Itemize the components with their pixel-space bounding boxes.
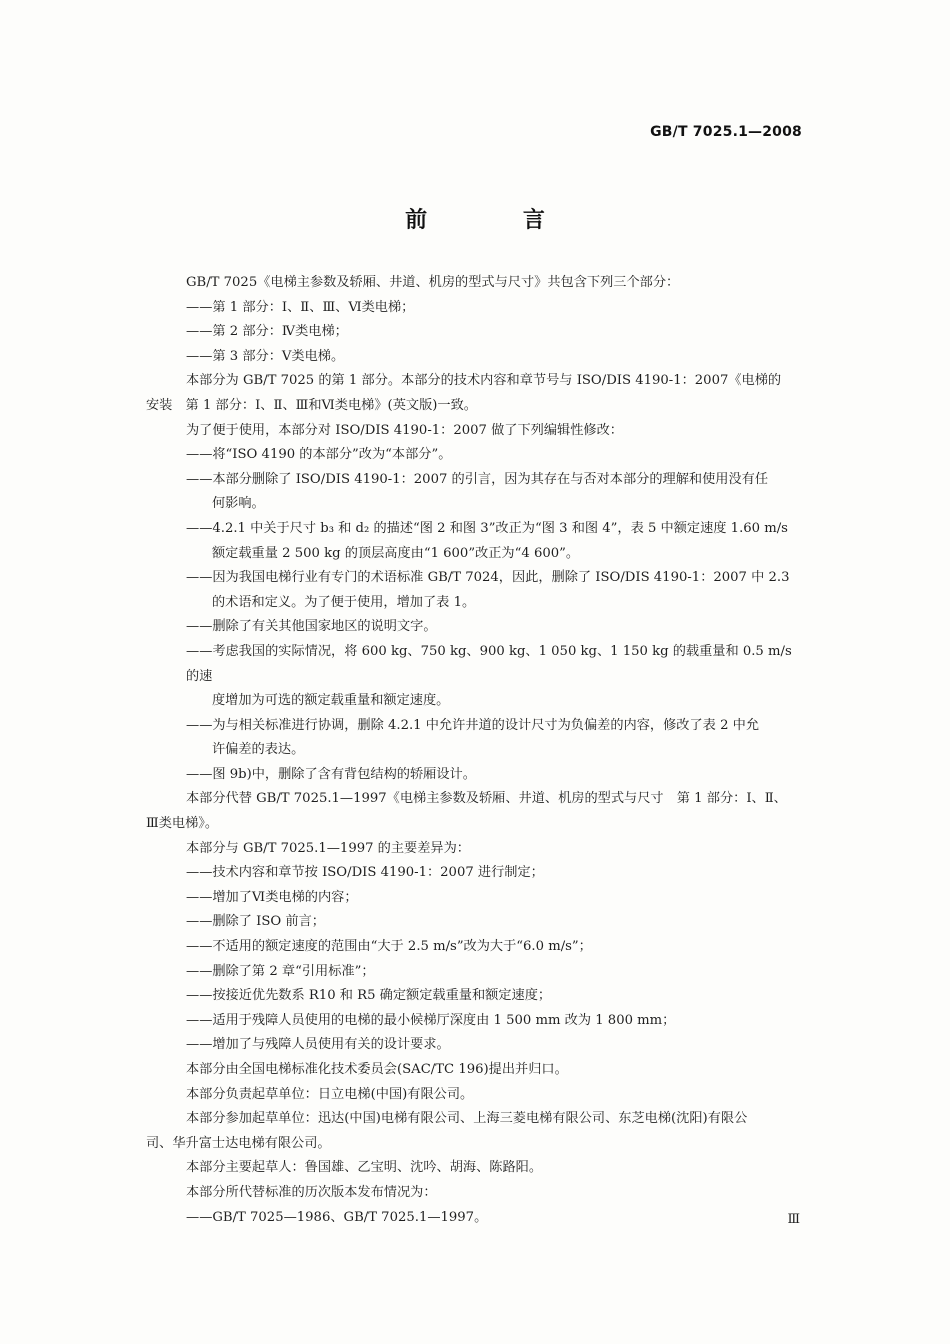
list-item-edit4-line2: 的术语和定义。为了便于使用，增加了表 1。	[212, 594, 476, 610]
list-item-diff6: ——按接近优先数系 R10 和 R5 确定额定载重量和额定速度；	[186, 988, 552, 1004]
list-item-diff8: ——增加了与残障人员使用有关的设计要求。	[186, 1037, 450, 1053]
page-title: 前 言	[405, 208, 589, 233]
drafter-participants-line2: 司、华升富士达电梯有限公司。	[146, 1135, 331, 1151]
diff-intro-paragraph: 本部分与 GB/T 7025.1—1997 的主要差异为：	[186, 840, 470, 856]
list-item-edit2-line2: 何影响。	[212, 496, 265, 512]
list-item-part2: ——第 2 部分：Ⅳ类电梯；	[186, 324, 348, 340]
list-item-diff5: ——删除了第 2 章“引用标准”；	[186, 963, 375, 979]
list-item-diff2: ——增加了Ⅵ类电梯的内容；	[186, 889, 358, 905]
list-item-history1: ——GB/T 7025—1986、GB/T 7025.1—1997。	[186, 1209, 488, 1225]
list-item-edit2-line1: ——本部分删除了 ISO/DIS 4190-1：2007 的引言，因为其存在与否对本部分的理解和使用没有任	[186, 471, 769, 487]
replace-paragraph-line2: Ⅲ类电梯》。	[146, 816, 219, 832]
history-intro-paragraph: 本部分所代替标准的历次版本发布情况为：	[186, 1184, 437, 1200]
list-item-edit6-line2: 度增加为可选的额定载重量和额定速度。	[212, 693, 450, 709]
standard-number: GB/T 7025.1—2008	[650, 124, 802, 140]
list-item-edit4-line1: ——因为我国电梯行业有专门的术语标准 GB/T 7024，因此，删除了 ISO/DIS 4190-1：2007 中 2.3	[186, 570, 790, 586]
list-item-edit1: ——将“ISO 4190 的本部分”改为“本部分”。	[186, 447, 452, 463]
list-item-edit7-line2: 许偏差的表达。	[212, 742, 305, 758]
proposer-paragraph: 本部分由全国电梯标准化技术委员会(SAC/TC 196)提出并归口。	[186, 1062, 568, 1077]
list-item-diff3: ——删除了 ISO 前言；	[186, 914, 325, 930]
list-item-edit5: ——删除了有关其他国家地区的说明文字。	[186, 619, 437, 635]
page-number: Ⅲ	[787, 1212, 800, 1227]
list-item-edit3-line1: ——4.2.1 中关于尺寸 b₃ 和 d₂ 的描述“图 2 和图 3”改正为“图 3 和图 4”，表 5 中额定速度 1.60 m/s	[186, 520, 788, 536]
relation-paragraph-line1: 本部分为 GB/T 7025 的第 1 部分。本部分的技术内容和章节号与 ISO/DIS 4190-1：2007《电梯的	[186, 373, 782, 389]
list-item-edit3-line2: 额定载重量 2 500 kg 的顶层高度由“1 600”改正为“4 600”。	[212, 545, 580, 561]
list-item-diff7: ——适用于残障人员使用的电梯的最小候梯厅深度由 1 500 mm 改为 1 800 mm；	[186, 1012, 676, 1028]
intro-paragraph: GB/T 7025《电梯主参数及轿厢、井道、机房的型式与尺寸》共包含下列三个部分：	[186, 275, 680, 290]
list-item-edit8: ——图 9b)中，删除了含有背包结构的轿厢设计。	[186, 766, 476, 782]
list-item-edit6-line1: ——考虑我国的实际情况，将 600 kg、750 kg、900 kg、1 050 kg、1 150 kg 的载重量和 0.5 m/s 的速	[186, 643, 792, 684]
list-item-diff1: ——技术内容和章节按 ISO/DIS 4190-1：2007 进行制定；	[186, 865, 544, 881]
drafters-paragraph: 本部分主要起草人：鲁国雄、乙宝明、沈吟、胡海、陈路阳。	[186, 1160, 543, 1176]
drafter-participants-line1: 本部分参加起草单位：迅达(中国)电梯有限公司、上海三菱电梯有限公司、东芝电梯(沈阳)有限公	[186, 1111, 748, 1127]
drafter-lead-paragraph: 本部分负责起草单位：日立电梯(中国)有限公司。	[186, 1086, 474, 1102]
list-item-part3: ——第 3 部分：Ⅴ类电梯。	[186, 348, 345, 364]
edit-intro-paragraph: 为了便于使用，本部分对 ISO/DIS 4190-1：2007 做了下列编辑性修改：	[186, 422, 623, 438]
list-item-edit7-line1: ——为与相关标准进行协调，删除 4.2.1 中允许井道的设计尺寸为负偏差的内容，修改了表 2 中允	[186, 717, 760, 733]
foreword-body	[146, 271, 802, 1230]
replace-paragraph-line1: 本部分代替 GB/T 7025.1—1997《电梯主参数及轿厢、井道、机房的型式与尺寸 第 1 部分：Ⅰ、Ⅱ、	[186, 791, 787, 807]
list-item-diff4: ——不适用的额定速度的范围由“大于 2.5 m/s”改为大于“6.0 m/s”；	[186, 939, 592, 955]
relation-paragraph-line2: 安装 第 1 部分：Ⅰ、Ⅱ、Ⅲ和Ⅵ类电梯》(英文版)一致。	[146, 397, 477, 413]
list-item-part1: ——第 1 部分：Ⅰ、Ⅱ、Ⅲ、Ⅵ类电梯；	[186, 299, 415, 315]
